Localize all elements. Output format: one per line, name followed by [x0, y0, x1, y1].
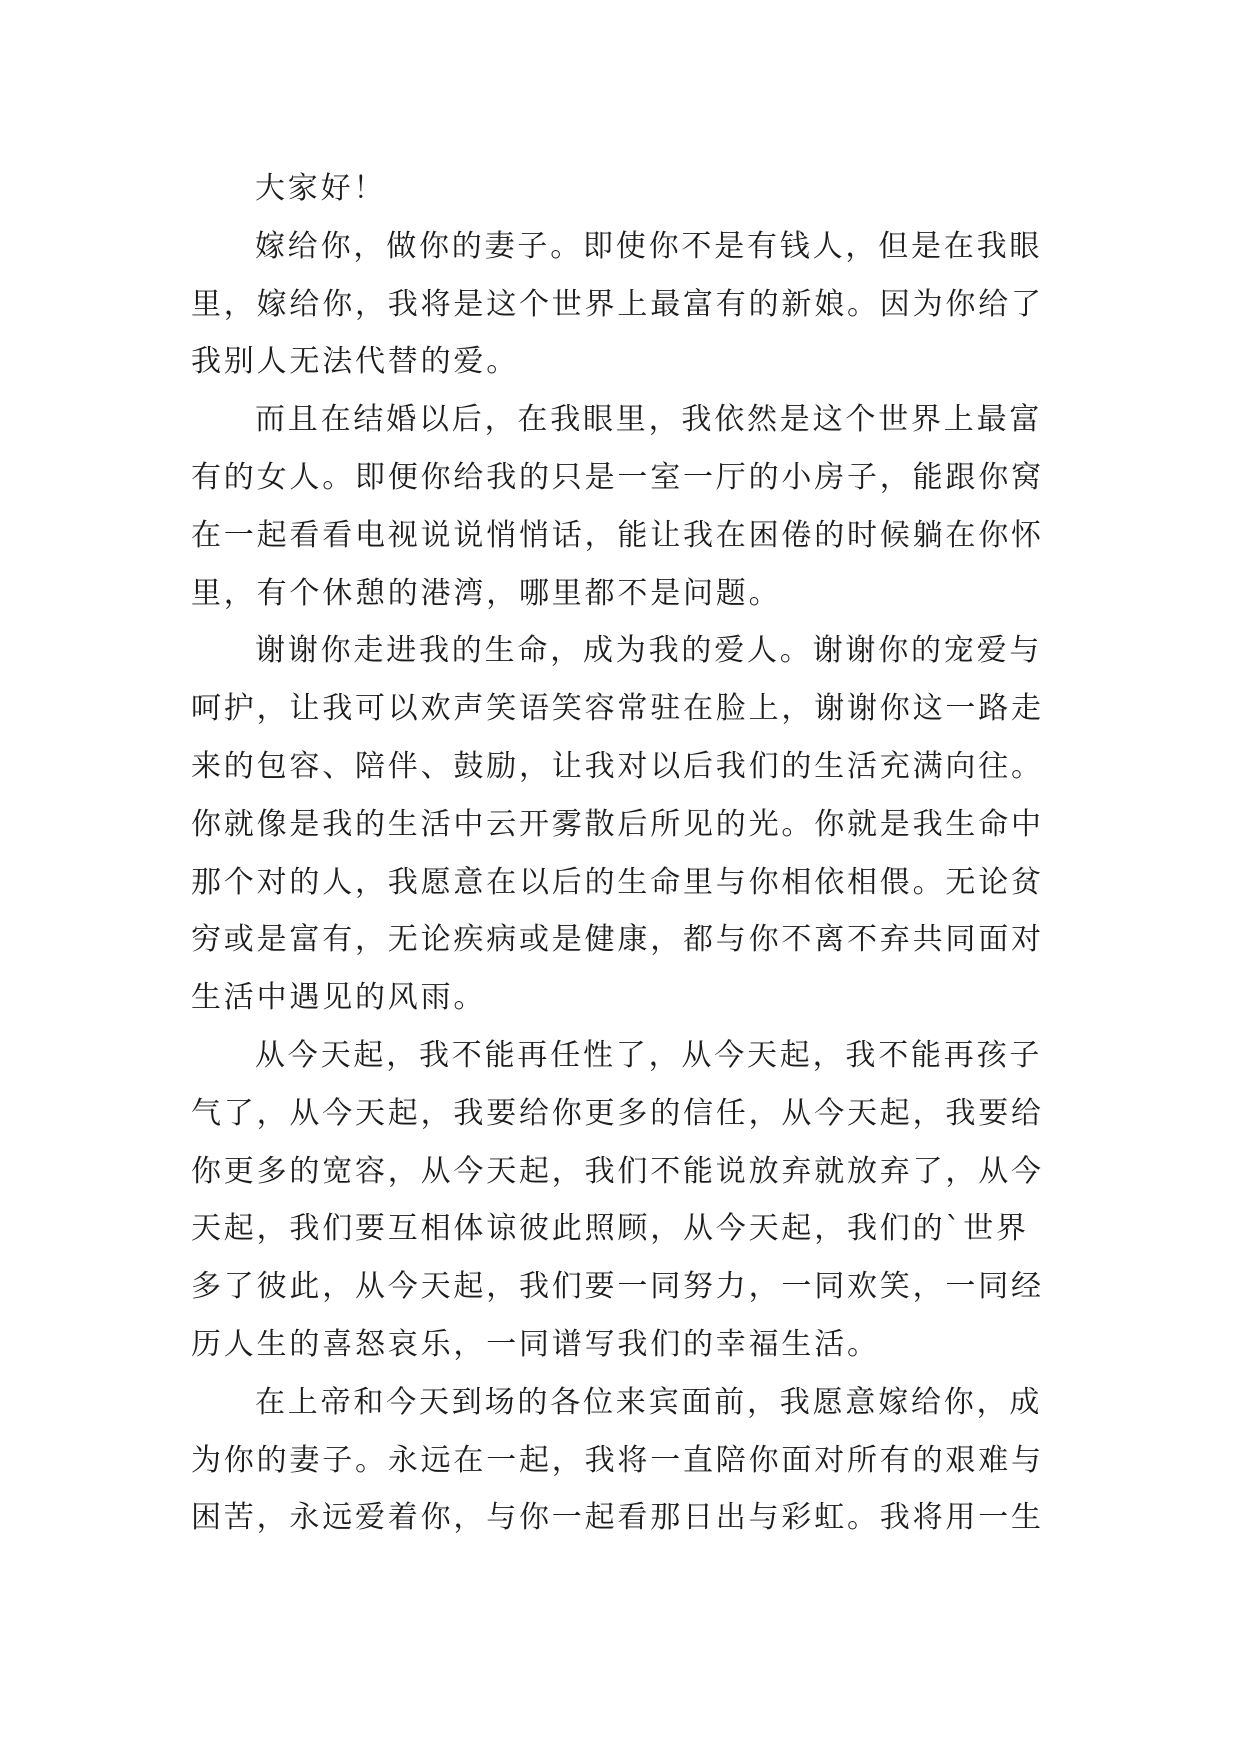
text-line: 多了彼此，从今天起，我们要一同努力，一同欢笑，一同经	[191, 1269, 1044, 1305]
paragraph-after-marriage	[191, 391, 1201, 622]
text-line: 我别人无法代替的爱。	[191, 344, 519, 380]
text-line: 嫁给你，做你的妻子。即使你不是有钱人，但是在我眼	[255, 228, 1043, 264]
text-line: 里，有个休憩的港湾，哪里都不是问题。	[191, 575, 782, 611]
text-line: 你就像是我的生活中云开雾散后所见的光。你就是我生命中	[191, 806, 1044, 842]
text-line: 困苦，永远爱着你，与你一起看那日出与彩虹。我将用一生	[191, 1500, 1044, 1536]
text-line: 有的女人。即便你给我的只是一室一厅的小房子，能跟你窝	[191, 459, 1044, 495]
text-line: 里，嫁给你，我将是这个世界上最富有的新娘。因为你给了	[191, 286, 1044, 322]
text-line: 气了，从今天起，我要给你更多的信任，从今天起，我要给	[191, 1095, 1044, 1131]
text-line: 谢谢你走进我的生命，成为我的爱人。谢谢你的宠爱与	[255, 633, 1043, 669]
text-line: 在上帝和今天到场的各位来宾面前，我愿意嫁给你，成	[255, 1384, 1043, 1420]
greeting-line: 大家好！	[255, 171, 387, 206]
text-line: 呵护，让我可以欢声笑语笑容常驻在脸上，谢谢你这一路走	[191, 691, 1044, 727]
paragraph-from-today	[191, 1027, 1201, 1374]
text-line: 生活中遇见的风雨。	[191, 980, 487, 1016]
text-line: 你更多的宽容，从今天起，我们不能说放弃就放弃了，从今	[191, 1153, 1044, 1189]
text-line: 来的包容、陪伴、鼓励，让我对以后我们的生活充满向往。	[191, 748, 1044, 784]
paragraph-marry-you	[191, 218, 1201, 391]
text-line: 而且在结婚以后，在我眼里，我依然是这个世界上最富	[255, 402, 1043, 438]
paragraph-thank-you	[191, 622, 1201, 1027]
text-line: 历人生的喜怒哀乐，一同谱写我们的幸福生活。	[191, 1326, 880, 1362]
text-line: 那个对的人，我愿意在以后的生命里与你相依相偎。无论贫	[191, 864, 1044, 900]
text-line: 穷或是富有，无论疾病或是健康，都与你不离不弃共同面对	[191, 922, 1044, 958]
text-line: 天起，我们要互相体谅彼此照顾，从今天起，我们的`世界	[191, 1211, 1029, 1247]
text-line: 在一起看看电视说说悄悄话，能让我在困倦的时候躺在你怀	[191, 517, 1044, 553]
text-line: 从今天起，我不能再任性了，从今天起，我不能再孩子	[255, 1037, 1043, 1073]
text-line: 为你的妻子。永远在一起，我将一直陪你面对所有的艰难与	[191, 1442, 1044, 1478]
document-body	[191, 160, 1201, 1547]
paragraph-vow	[191, 1374, 1201, 1547]
greeting-paragraph	[191, 160, 1201, 218]
